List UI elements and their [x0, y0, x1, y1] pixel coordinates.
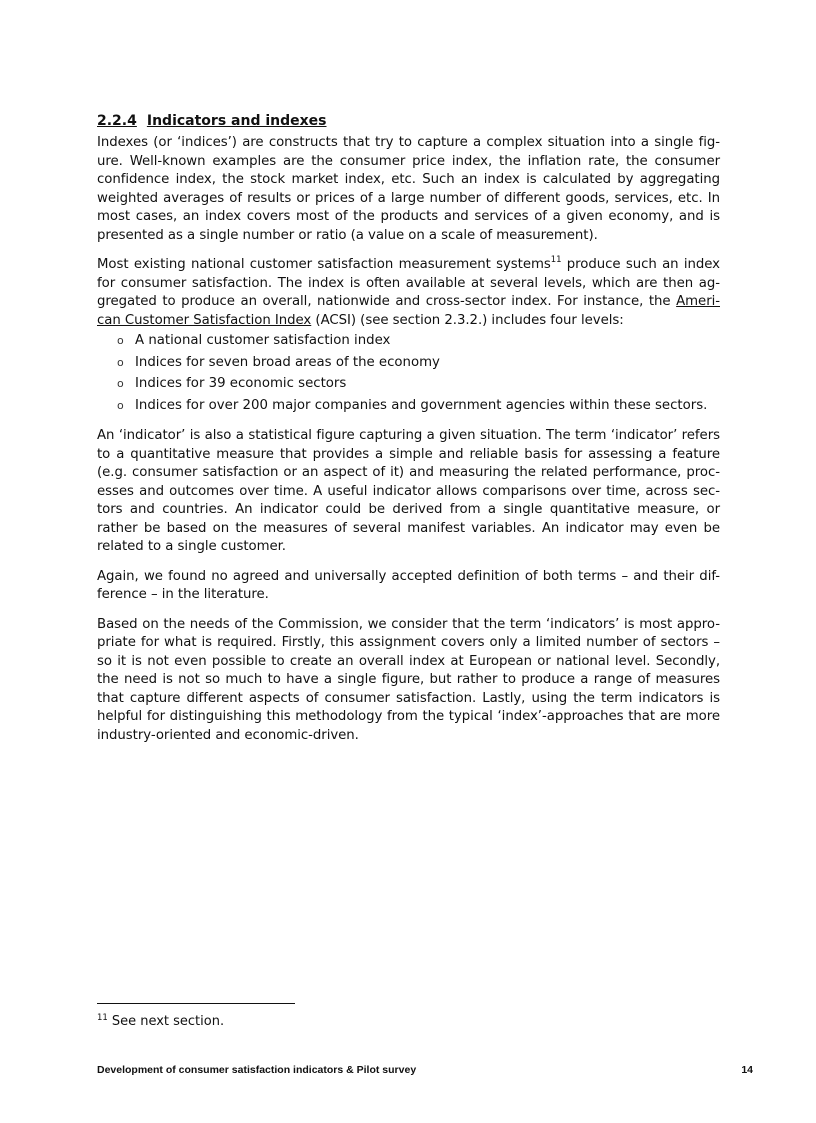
- paragraph-text: produce such an index for consumer satisfaction. The index is often available at several levels, which are then ag-gregated to produce an overall, nationwide and cross-sector index. For instance, the: [97, 257, 720, 309]
- section-heading: [97, 112, 720, 130]
- page-body: [97, 112, 720, 756]
- bullet-circle-icon: o: [117, 398, 124, 412]
- footnote-reference[interactable]: 11: [550, 255, 562, 265]
- footnote-number: 11: [97, 1013, 108, 1023]
- paragraph-commission-needs: Based on the needs of the Commission, we consider that the term ‘indicators’ is most appro-priate for what is required. Firstly, this assignment covers only a limited number of sectors – so it is not even possible to create an overall index at European or national level. Secondly, the need is not so much to have a single figure, but rather to produce a range of measures that capture different aspects of consumer satisfaction. Lastly, using the term indicators is helpful for distinguishing this methodology from the typical ‘index’-approaches that are more industry-oriented and economic-driven.: [97, 616, 720, 743]
- paragraph-text: Most existing national customer satisfaction measurement systems: [97, 257, 551, 272]
- paragraph-no-definition: Again, we found no agreed and universally accepted definition of both terms – and their dif-ference – in the literature.: [97, 568, 720, 602]
- footnote-divider: [97, 1003, 295, 1004]
- footer-title: Development of consumer satisfaction indicators & Pilot survey: [97, 1064, 417, 1076]
- paragraph-national-systems: [97, 256, 720, 330]
- list-item: o Indices for 39 economic sectors: [117, 373, 720, 395]
- page-footer: [97, 1064, 753, 1076]
- footnote-text: See next section.: [111, 1014, 225, 1029]
- acsi-link[interactable]: Ameri-can Customer Satisfaction Index: [97, 294, 720, 328]
- paragraph-indicator: An ‘indicator’ is also a statistical figure capturing a given situation. The term ‘indicator’ refers to a quantitative measure that provides a simple and reliable basis for assessing a feature (e.g. consumer satisfaction or an aspect of it) and measuring the related performance, proc-esses and outcomes over time. A useful indicator allows comparisons over time, across sec-tors and countries. An indicator could be derived from a single quantitative measure, or rather be based on the measures of several manifest variables. An indicator may even be related to a single customer.: [97, 428, 720, 554]
- list-item: o Indices for seven broad areas of the economy: [117, 352, 720, 374]
- bullet-circle-icon: o: [117, 355, 124, 369]
- section-title: Indicators and indexes: [146, 113, 327, 129]
- bullet-circle-icon: o: [117, 377, 124, 390]
- paragraph-text: (ACSI) (see section 2.3.2.) includes four levels:: [311, 312, 624, 328]
- paragraph-indexes: Indexes (or ‘indices’) are constructs that try to capture a complex situation into a single fig-ure. Well-known examples are the consumer price index, the inflation rate, the consumer confidence index, the stock market index, etc. Such an index is calculated by aggregating weighted averages of results or prices of a large number of different goods, services, etc. In most cases, an index covers most of the products and services of a given economy, and is presented as a single number or ratio (a value on a scale of measurement).: [97, 135, 720, 243]
- page-number: 14: [741, 1064, 753, 1076]
- footnote: [97, 1013, 224, 1031]
- section-number: 2.2.4: [97, 113, 137, 129]
- acsi-levels-list: [97, 330, 720, 416]
- bullet-circle-icon: o: [117, 334, 124, 347]
- list-item: o Indices for over 200 major companies and government agencies within these sectors.: [117, 395, 720, 417]
- list-item: o A national customer satisfaction index: [117, 330, 720, 352]
